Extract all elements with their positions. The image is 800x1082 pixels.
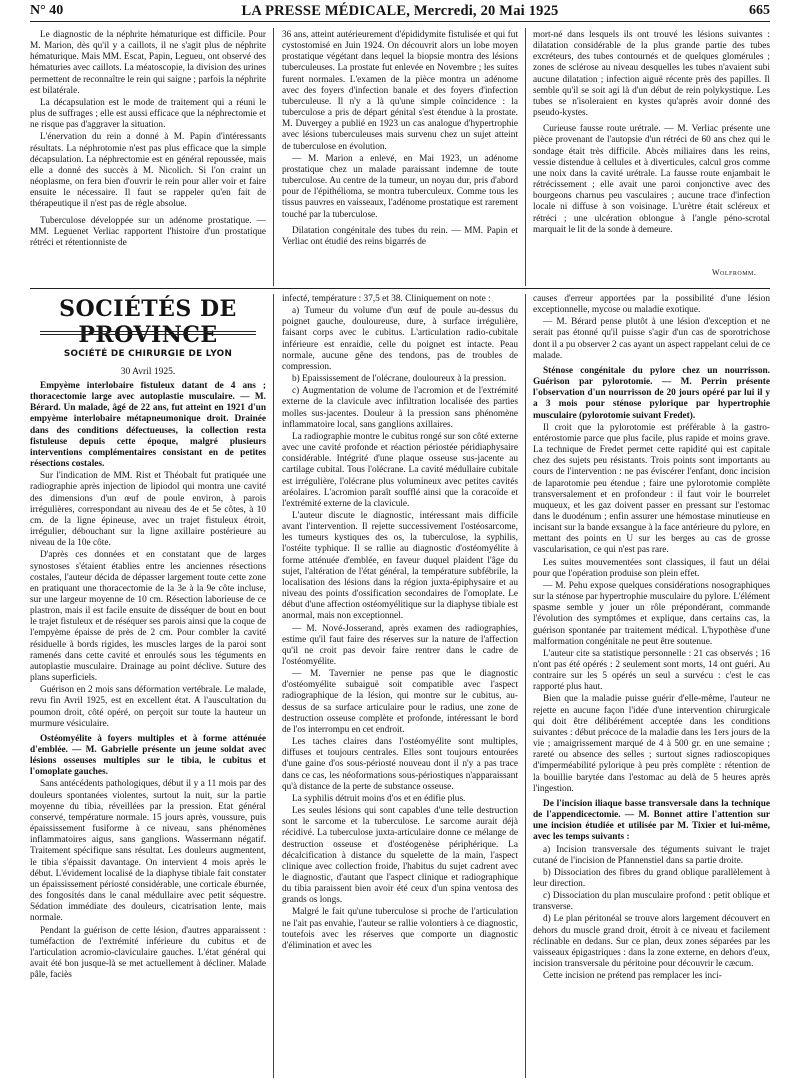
paragraph: Bien que la maladie puisse guérir d'elle-même, l'auteur ne rejette en aucune façon l'idée d'une intervention chirurgicale qui doit être délibérément acceptée dans les conditions suivantes : début précoce de la maladie dans les 1ers jours de la vie ; amaigrissement marqué de 4 à 500 gr. en une semaine ; rareté ou absence des selles ; surtout signes radioscopiques d'imperméabilité pylorique à peu près complète : rétention de la bouillie barytée dans l'estomac au delà de 5 heures après l'ingestion. (533, 694, 770, 794)
paragraph: a) Tumeur du volume d'un œuf de poule au-dessus du poignet gauche, douloureuse, dure, à surface irrégulière, faisant corps avec le cubitus. L'articulation radio-cubitale inférieure est enraidie, celle du poignet est intacte. Peau normale, aucune gêne des tendons, pas de troubles de compression. (282, 306, 518, 372)
paragraph: Curieuse fausse route urétrale. — M. Verliac présente une pièce provenant de l'autopsie d'un rétréci de 60 ans chez qui le sondage était très difficile. Abcès miliaires dans les reins, vessie distendue à cellules et à diverticules, calcul gros comme une noix dans la cavité urétrale. La fausse route enjambait le rétrécissement ; elle avait une paroi conjonctive avec des bourgeons charnus peu vasculaires ; aucune trace d'infection locale ni diffuse à son voisinage. L'urètre était scléreux et rétréci ; une ulcération oblongue à l'angle péno-scrotal marquait le lit de la sonde à demeure. (533, 124, 770, 235)
paragraph: Les seules lésions qui sont capables d'une telle destruction sont le sarcome et la tuberculose. Le sarcome aurait déjà récidivé. La tuberculose juxta-articulaire donne ce mélange de destruction osseuse et d'ostéogenèse périphérique. La décalcification à distance du squelette de la main, l'aspect clinique avec collection froide, l'habitus du sujet cadrent avec le diagnostic, d'autant que l'aspect clinique et radiographique du tibia paraissent bien avoir été ceux d'un spina ventosa des grands os longs. (282, 806, 518, 906)
column-divider (525, 294, 526, 1078)
title-rule (40, 331, 256, 332)
title-rule (40, 334, 256, 335)
paragraph: b) Dissociation des fibres du grand oblique parallèlement à leur direction. (533, 867, 770, 889)
journal-title: LA PRESSE MÉDICALE, Mercredi, 20 Mai 1925 (241, 3, 559, 19)
society-name: SOCIÉTÉ DE CHIRURGIE DE LYON (63, 349, 233, 359)
paragraph: c) Augmentation de volume de l'acromion et de l'extrémité externe de la clavicule avec infiltration localisée des parties molles sus-jacentes. Douleur à la pression sans phénomène inflammatoire local, sans ganglions axillaires. (282, 386, 518, 430)
issue-number: N° 40 (30, 3, 64, 18)
paragraph: Tuberculose développée sur un adénome prostatique. — MM. Leguenet Verliac rapportent l'histoire d'un prostatique rétréci et rétentionniste de (30, 215, 266, 248)
paragraph: Pendant la guérison de cette lésion, d'autres apparaissent : tuméfaction de l'extrémité inférieure du cubitus et de l'articulation acromio-claviculaire gauches. L'état général qui avait été bon jusque-là se met actuellement à décliner. Malade pâle, faciès (30, 925, 266, 981)
paragraph: — M. Pehu expose quelques considérations nosographiques sur la sténose par hypertrophie musculaire du pylore. L'élément spasme semble y jouer un rôle prépondérant, commande l'évolution des symptômes et explique, dans certains cas, la guérison spontanée par traitement médical. L'hypothèse d'une malformation congénitale ne peut être soutenue. (533, 580, 770, 647)
column-divider (273, 28, 274, 286)
paragraph: Les suites mouvementées sont classiques, il faut un délai pour que l'opération produise son plein effet. (533, 557, 770, 579)
paragraph: Sténose congénitale du pylore chez un nourrisson. Guérison par pylorotomie. — M. Perrin présente l'observation d'un nourrisson de 20 jours opéré par lui il y a 3 mois pour sténose pylorique par hypertrophie musculaire (pylorotomie suivant Fredet). (533, 365, 770, 421)
running-header (30, 3, 770, 23)
paragraph: mort-né dans lesquels ils ont trouvé les lésions suivantes : dilatation considérable de la plus grande partie des tubes excréteurs, des tubes contournés et de quelques glomérules ; zones de sclérose au niveau desquelles les tubes n'avaient subi aucune dilatation ; infection aiguë récente près des papilles. Il semble qu'il se soit agi là d'un début de rein polykystique. Les tubes se n'isoleraient en kystes qu'après avoir donné des pseudo-kystes. (533, 30, 770, 119)
paragraph: — M. Bérard pense plutôt à une lésion d'exception et ne serait pas étonné qu'il puisse s'agir d'un cas de sporotrichose dont il a pu observer 2 cas ayant un aspect rappelant celui de ce malade. (533, 317, 770, 361)
section-rule (30, 288, 770, 289)
top-column-2 (282, 30, 518, 286)
paragraph: causes d'erreur apportées par la possibilité d'une lésion exceptionnelle, mycose ou maladie exotique. (533, 294, 770, 316)
bottom-column-3 (533, 294, 770, 1076)
paragraph: a) Incision transversale des téguments suivant le trajet cutané de l'incision de Pfannenstiel dans sa partie droite. (533, 844, 770, 866)
paragraph: 36 ans, atteint autérieurement d'épididymite fistulisée et qui fut cystostomisé en Juin 1924. On découvrit alors un lobe moyen prostatique végétant dans lequel la biopsie montra des lésions tuberculeuses. La prostate fut enlevée en Novembre ; les suites furent normales. L'examen de la pièce montra un adénome avec des foyers d'infection banale et des foyers d'infection tuberculeuse. Il n'y a là qu'une simple coïncidence : la tuberculose a pris de départ génital s'est étendue à la prostate. M. Duvergey a publié en 1923 un cas analogue d'hypertrophie avec lésions tuberculeuses mais survenu chez un sujet atteint de tuberculose en évolution. (282, 30, 518, 152)
column-divider (525, 28, 526, 286)
paragraph: Dilatation congénitale des tubes du rein. — MM. Papin et Verliac ont étudié des reins bigarrés de (282, 225, 518, 247)
section-title: SOCIÉTÉS DE PROVINCE (59, 296, 237, 348)
paragraph: Le diagnostic de la néphrite hématurique est difficile. Pour M. Marion, dès qu'il y a caillots, il ne s'agit plus de néphrite hématurique. Mais MM. Escat, Papin, Legueu, ont observé des hématuries avec caillots. La méatoscopie, la division des urines permettent de reconnaître le rein qui saigne ; parfois la néphrite est bilatérale. (30, 30, 266, 96)
paragraph: La radiographie montre le cubitus rongé sur son côté externe avec une cavité profonde et réaction périostée péridiaphysaire considérable. Intégrité d'une plaque osseuse sus-jacente au cartilage cubital. Tous l'olécrane. La cavité médullaire cubitale est irrégulière, l'olécrane plus volumineux avec petites cavités aréolaires. L'acromion paraît soufflé ainsi que la coracoïde et l'extrémité externe de la clavicule. (282, 431, 518, 509)
session-date: 30 Avril 1925. (120, 367, 176, 377)
paragraph: La décapsulation est le mode de traitement qui a réuni le plus de suffrages ; elle est aussi efficace que la néphrectomie et ne risque pas d'aggraver la situation. (30, 97, 266, 131)
paragraph: L'énervation du rein a donné à M. Papin d'intéressants résultats. La néphrotomie n'est pas plus efficace que la simple décapsulation. La néphrectomie est en général repoussée, mais elle a donné des succès à M. Nicolich. Si l'on craint un néoplasme, on fera bien d'ouvrir le rein pour aller voir et faire ensuite le nécessaire. Il faut se rappeler qu'en fait de thérapeutique il n'est pas de règle absolue. (30, 132, 266, 210)
paragraph: c) Dissociation du plan musculaire profond : petit oblique et transverse. (533, 891, 770, 913)
paragraph: Ostéomyélite à foyers multiples et à forme atténuée d'emblée. — M. Gabrielle présente un jeune soldat avec lésions osseuses multiples sur le tibia, le cubitus et l'omoplate gauches. (30, 733, 266, 778)
author-signature: Wolfromm. (712, 268, 757, 277)
bottom-column-2 (282, 294, 518, 1076)
paragraph: Empyème interlobaire fistuleux datant de 4 ans ; thoracectomie large avec autoplastie musculaire. — M. Bérard. Un malade, âgé de 22 ans, fut atteint en 1921 d'un empyème interlobaire métapneumonique droit. Drainée dans des conditions défectueuses, la collection resta fistuleuse depuis cette époque, malgré plusieurs interventions complémentaires consistant en de petites résections costales. (30, 381, 266, 470)
paragraph: Sur l'indication de MM. Rist et Théobalt fut pratiquée une radiographie après injection de lipiodol qui montra une cavité des dimensions d'un œuf de poule environ, à parois irrégulières, correspondant au niveau des 4e et 5e côtes, à 10 cm. de la ligne épineuse, avec un trajet fistuleux étroit, irrégulier, débouchant sur la ligne axillaire postérieure au niveau de la 10e côte. (30, 471, 266, 549)
header-rule (30, 21, 770, 22)
paragraph: b) Epaississement de l'olécrane, douloureux à la pression. (292, 374, 507, 385)
paragraph: — M. Nové-Josserand, après examen des radiographies, estime qu'il faut faire des réserves sur la nature de l'affection qu'il ne croit pas devoir faire rentrer dans le cadre de l'ostéomyélite. (282, 623, 518, 667)
paragraph: La syphilis détruit moins d'os et en édifie plus. (292, 793, 466, 804)
paragraph: d) Le plan péritonéal se trouve alors largement découvert en dehors du muscle grand droit, étroit à ce niveau et facilement réclinable en dedans. Sur ce plan, deux zones séparées par les vaisseaux épigastriques : dans la zone externe, en dehors d'eux, incision transversale du péritoine pour découvrir le cæcum. (533, 914, 770, 970)
top-column-3 (533, 30, 770, 266)
paragraph: Guérison en 2 mois sans déformation vertébrale. Le malade, revu fin Avril 1925, est en excellent état. A l'auscultation du poumon droit, côté opéré, on perçoit sur toute la hauteur un murmure vésiculaire. (30, 685, 266, 729)
paragraph: Malgré le fait qu'une tuberculose si proche de l'articulation ne l'ait pas envahie, l'auteur se rallie volontiers à ce diagnostic, toutefois avec les réserves que comporte un diagnostic d'élimination et avec les (282, 907, 518, 951)
paragraph: De l'incision iliaque basse transversale dans la technique de l'appendicectomie. — M. Bonnet attire l'attention sur une incision étudiée et utilisée par M. Tixier et lui-même, avec les temps suivants : (533, 798, 770, 843)
paragraph: Cette incision ne prétend pas remplacer les inci- (543, 971, 722, 982)
paragraph: Il croit que la pylorotomie est préférable à la gastro-entérostomie parce que plus facile, plus rapide et moins grave. La technique de Fredet permet cette rapidité qui est capitale chez des sujets peu résistants. Trois points sont importants au cours de l'intervention : ne pas éviscérer l'enfant, donc incision de laparotomie peu étendue ; faire une pylorotomie complète transversalement et en profondeur : il faut voir le bourrelet muqueux, et les gaz doivent passer en pressant sur l'estomac dans le duodénum ; enfin assurer une hémostase minutieuse en incisant sur la bande exsangue à la face antérieure du pylore, en mettant des points en U sur les berges au cas de grosse vascularisation, ce qui n'est pas rare. (533, 422, 770, 556)
paragraph: Les taches claires dans l'ostéomyélite sont multiples, diffuses et toujours centrales. Elles sont toujours entourées d'une gaine d'os sous-périosté nouveau dont il n'y a pas trace dans ce cas, les néoformations sous-périostiques n'apparaissant qu'à distance de la perte de substance osseuse. (282, 737, 518, 792)
paragraph: infecté, température : 37,5 et 38. Cliniquement on note : (282, 294, 491, 304)
page-number: 665 (749, 3, 770, 18)
paragraph: Sans antécédents pathologiques, début il y a 11 mois par des douleurs spontanées violentes, surtout la nuit, sur la partie moyenne du tibia, réveillées par la pression. Etat général conservé, température normale. 15 jours après, voussure, puis épaississement fusiforme à ce niveau, sans phénomènes inflammatoires aigus, sans ganglions. Wassermann négatif. Traitement spécifique sans résultat. Les douleurs augmentent, le tibia s'épaissit davantage. On intervient 4 mois après le début. L'évidement localisé de la diaphyse tibiale fait constater un épaississement périosté considérable, une corticale éburnée, des fongosités dans le canal médullaire avec petit séquestre. Sédation immédiate des douleurs, cicatrisation lente, mais normale. (30, 779, 266, 924)
paragraph: — M. Marion a enlevé, en Mai 1923, un adénome prostatique chez un malade paraissant indemne de toute tuberculose. Au centre de la tumeur, un noyau dur, pris d'abord pour de l'épithélioma, se montra tuberculeux. Comme tous les tissus pauvres en vaisseaux, l'adénome prostatique est rarement touché par la tuberculose. (282, 153, 518, 220)
top-column-1 (30, 30, 266, 286)
bottom-column-1 (30, 381, 266, 1076)
paragraph: L'auteur cite sa statistique personnelle : 21 cas observés ; 16 n'ont pas été opérés : 2 seulement sont morts, 14 ont guéri. Au contraire sur les 5 opérés un seul a survécu : c'est le cas rapporté plus haut. (533, 648, 770, 693)
paragraph: D'après ces données et en constatant que de larges synostoses s'étaient établies entre les anciennes résections costales, l'auteur décida de dépasser largement toute cette zone en pratiquant une thoracectomie de la 3e à la 9e côte incluse, sur une largeur moyenne de 10 cm. Résection laborieuse de ce plastron, mais il est facile ensuite de disséquer de bout en bout le trajet fistuleux et de réséquer ses parois ainsi que la coque de l'empyème épaisse de près de 2 cm. Pour combler la cavité résiduelle à bords rigides, les muscles larges de la paroi sont ramenés dans cette cavité et enroulés sous les téguments en autoplastie musculaire. Drainage au point déclive. Suture des plans superficiels. (30, 550, 266, 684)
paragraph: — M. Tavernier ne pense pas que le diagnostic d'ostéomyélite subaiguë soit compatible avec l'aspect radiographique de la lésion, qui montre sur le cubitus, au-dessus de sa surface articulaire pour le radius, une zone de destruction osseuse complète et profonde, intéressant le bord de l'os interrompu en cet endroit. (282, 669, 518, 735)
column-divider (273, 294, 274, 1078)
paragraph: L'auteur discute le diagnostic, intéressant mais difficile avant l'intervention. Il rejette successivement l'ostéosarcome, les tumeurs kystiques des os, la tuberculose, la syphilis, l'ostéite typhique. Il se rallie au diagnostic d'ostéomyélite à forme atténuée d'emblée, en faveur duquel plaident l'âge du sujet, l'altération de l'état général, la température subfébrile, la localisation des lésions dans la région juxta-épiphysaire et au niveau des points d'ossification secondaires de l'omoplate. Le début d'une affection ostéomyélitique sur la diaphyse tibiale est anormal, mais non exceptionnel. (282, 510, 518, 622)
